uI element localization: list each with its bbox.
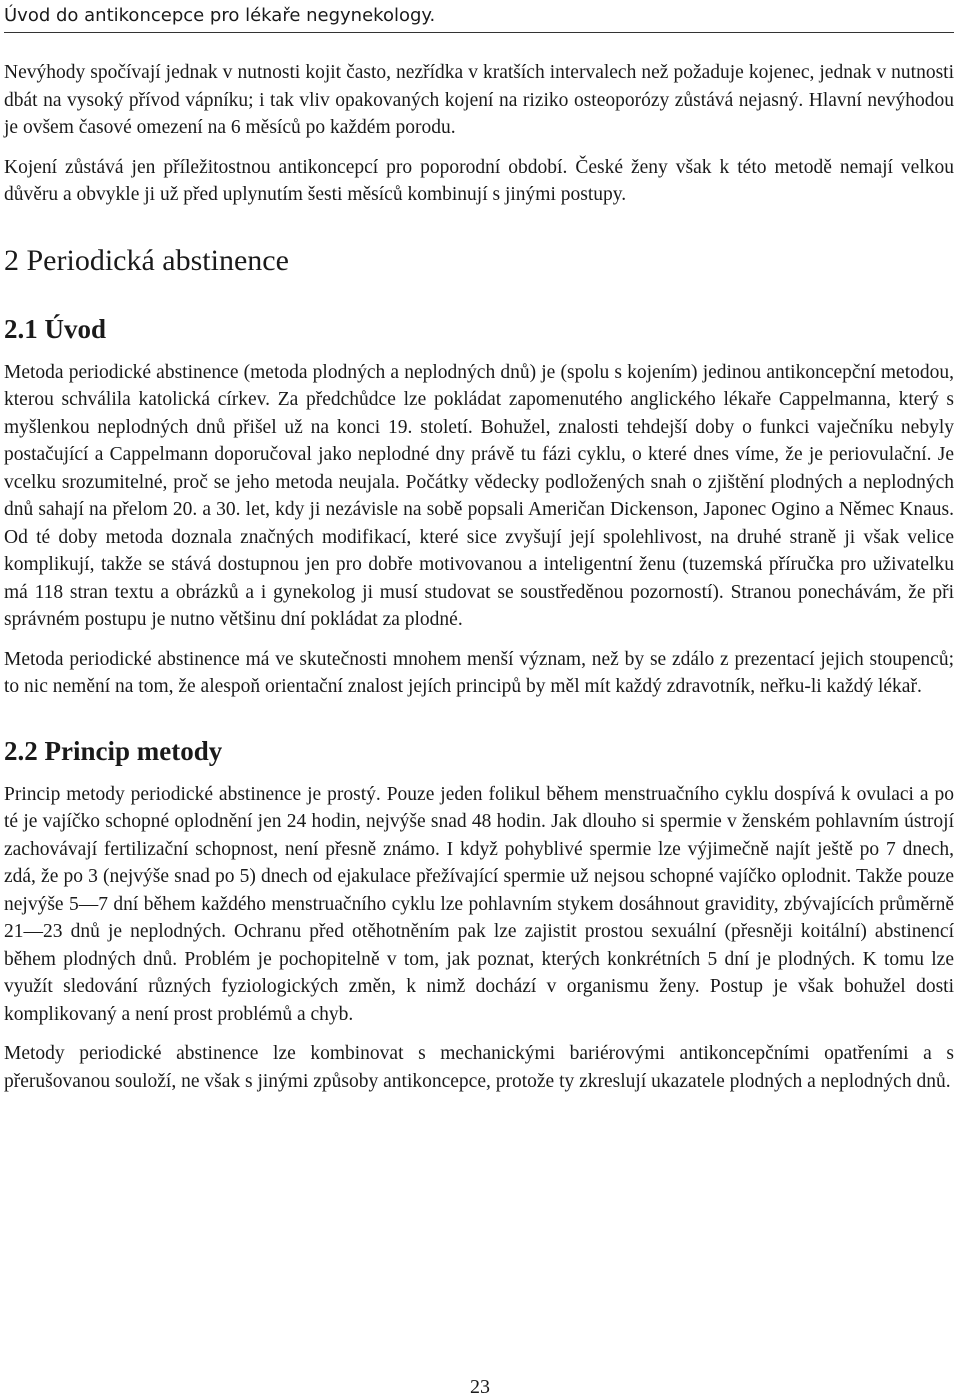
page-number: 23 <box>470 1376 490 1398</box>
paragraph-combination: Metody periodické abstinence lze kombinovat s mechanickými bariérovými antikoncepčními opatřeními a s přerušovanou souloží, ne však s jinými způsoby antikoncepce, protože ty zkreslují ukazatele plodných a neplodných dnů. <box>4 1043 954 1092</box>
paragraph-principle: Princip metody periodické abstinence je prostý. Pouze jeden folikul během menstruačního cyklu dospívá k ovulaci a po té je vajíčko schopné oplodnění jen 24 hodin, nejvýše snad 48 hodin. Jak dlouho si spermie v ženském pohlavním ústrojí zachovávají fertilizační schopnost, není přesně známo. I když pohyblivé spermie lze výjimečně najít ještě po 7 dnech, zdá, že po 3 (nejvýše snad po 5) dnech od ejakulace přežívající spermie už nejsou schopné vajíčko oplodnit. Takže pouze nejvýše 5—7 dní během každého menstruačního cyklu lze pohlavním stykem dosáhnout gravidity, zbývajících průměrně 21—23 dnů je neplodných. Ochranu před otěhotněním pak lze zajistit prostou sexuální (přesněji koitální) abstinencí během plodných dnů. Problém je pochopitelně v tom, jak poznat, kterých konkrétních 5 dní je plodných. K tomu lze využít sledování různých fyziologických změn, k nimž dochází v organismu ženy. Postup je však bohužel dosti komplikovaný a není prost problémů a chyb. <box>4 783 954 1025</box>
paragraph-breastfeeding-summary: Kojení zůstává jen příležitostnou antikoncepcí pro poporodní období. České ženy však k této metodě nemají velkou důvěru a obvykle ji už před uplynutím šesti měsíců kombinují s jinými postupy. <box>4 156 954 205</box>
section-heading-periodic-abstinence: 2 Periodická abstinence <box>4 243 289 277</box>
paragraph-breastfeeding-drawbacks: Nevýhody spočívají jednak v nutnosti kojit často, nezřídka v kratších intervalech než požaduje kojenec, jednak v nutnosti dbát na vysoký přívod vápníku; i tak vliv opakovaných kojení na riziko osteoporózy zůstává nejasný. Hlavní nevýhodou je ovšem časové omezení na 6 měsíců po každém porodu. <box>4 62 954 138</box>
subsection-heading-intro: 2.1 Úvod <box>4 313 107 344</box>
subsection-heading-principle: 2.2 Princip metody <box>4 735 223 766</box>
paragraph-intro-significance: Metoda periodické abstinence má ve skutečnosti mnohem menší význam, než by se zdálo z prezentací jejich stoupenců; to nic nemění na tom, že alespoň orientační znalost jejích principů by měl mít každý zdravotník, neřku-li každý lékař. <box>4 648 954 697</box>
paragraph-intro-history: Metoda periodické abstinence (metoda plodných a neplodných dnů) je (spolu s kojením) jedinou antikoncepční metodou, kterou schválila katolická církev. Za předchůdce lze pokládat zapomenutého anglického lékaře Cappelmanna, který s myšlenkou neplodných dnů přišel už na konci 19. století. Bohužel, znalosti tehdejší doby o funkci vaječníku nebyly postačující a Cappelmann doporučoval jako neplodné dny právě tu fázi cyklu, o které dnes víme, že je periovulační. Je vcelku srozumitelné, proč se jeho metoda neujala. Počátky vědecky podložených snah o zjištění plodných a neplodných dnů sahají na přelom 20. a 30. let, kdy ji nezávisle na sobě popsali Američan Dickenson, Japonec Ogino a Němec Knaus. Od té doby metoda doznala značných modifikací, které sice zvyšují její spolehlivost, na druhé straně ji však velice komplikují, takže se stává dostupnou jen pro dobře motivovanou a inteligentní ženu (tuzemská příručka pro uživatelku má 118 stran textu a obrázků a i gynekolog ji musí studovat se soustředěnou pozorností). Stranou ponechávám, že při správném postupu je nutno většinu dní pokládat za plodné. <box>4 361 954 630</box>
running-header: Úvod do antikoncepce pro lékaře negynekology. <box>4 0 954 33</box>
document-page <box>4 0 954 1095</box>
